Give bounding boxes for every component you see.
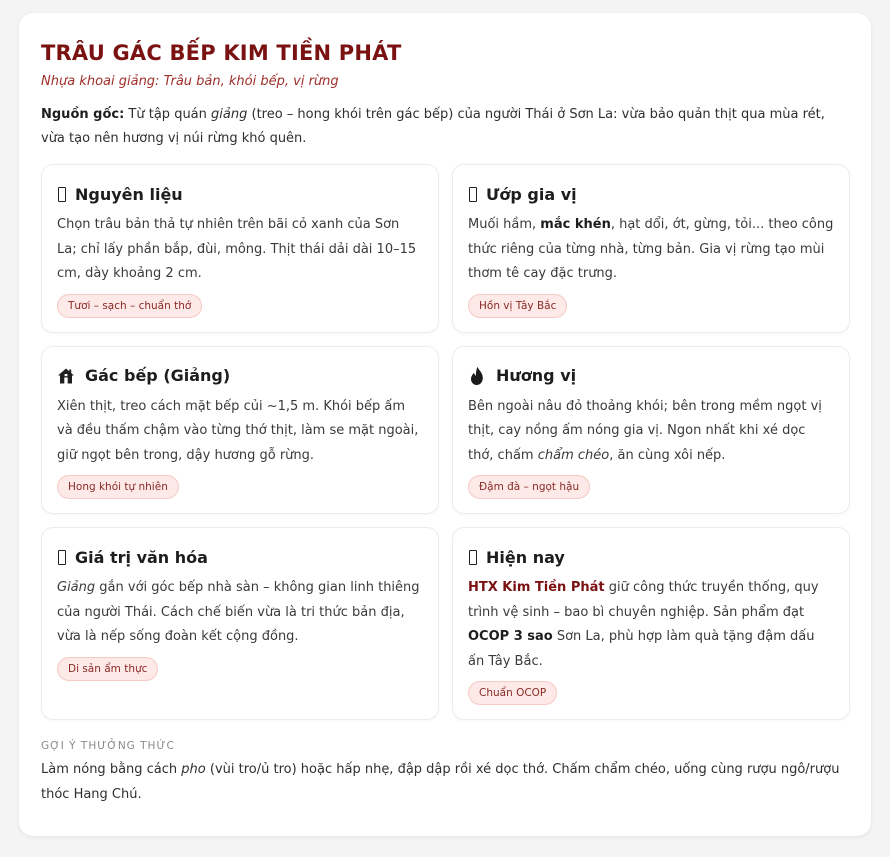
section-title: Nguyên liệu [75,184,183,204]
origin-label: Nguồn gốc: [41,107,125,122]
section-tag: Chuẩn OCOP [468,681,557,705]
text-part: Bên ngoài nâu đỏ thoảng khói; bên trong mềm ngọt vị thịt, cay nồng ấm nóng gia vị. Ngon nhất khi xé dọc thớ, chấm [468,398,822,463]
section-title: Gác bếp (Giảng) [85,366,231,385]
section-title: Hiện nay [486,547,565,567]
section-title: Giá trị văn hóa [75,547,208,567]
section-tag: Hong khói tự nhiên [57,475,179,499]
text-bold: OCOP 3 sao [468,629,553,644]
section-text [468,213,834,287]
section-text: Chọn trâu bản thả tự nhiên trên bãi cỏ xanh của Sơn La; chỉ lấy phần bắp, đùi, mông. Thịt thái dải dài 10–15 cm, dày khoảng 2 cm. [57,217,417,281]
missing-glyph-icon [58,550,66,565]
text-bold-brand: HTX Kim Tiền Phát [468,580,605,595]
text-emphasis: pho [181,762,206,777]
text-part: gắn với góc bếp nhà sàn – không gian linh thiêng của người Thái. Cách chế biến vừa là tri thức bản địa, vừa là nếp sống đoàn kết cộng đồng. [57,580,420,644]
text-part: Làm nóng bằng cách [41,762,182,777]
section-tag: Tươi – sạch – chuẩn thớ [57,294,202,318]
section-cultural-value [41,527,439,720]
section-tag: Đậm đà – ngọt hậu [468,475,590,499]
section-header [468,363,834,389]
text-part: Muối hầm, [468,217,541,232]
section-header [468,181,834,207]
text-part: , ăn cùng xôi nếp. [609,447,726,463]
origin-emphasis: giảng [211,107,248,122]
section-text [57,576,423,650]
missing-glyph-icon [469,550,477,565]
text-part: Sơn La, phù hợp làm quà tặng đậm dấu ấn Tây Bắc. [468,629,815,669]
section-text [468,576,834,674]
section-title: Ướp gia vị [486,184,577,204]
section-grid [41,164,849,720]
origin-text: Từ tập quán [124,107,212,122]
origin-paragraph [41,103,849,151]
house-icon [57,367,75,385]
section-ingredients [41,164,439,333]
section-header [57,181,423,207]
page-title: TRÂU GÁC BẾP KIM TIỀN PHÁT [41,41,402,65]
section-today [452,527,850,720]
text-emphasis: chẩm chéo [537,447,610,463]
section-flavor [452,346,850,515]
flame-icon [468,367,486,385]
text-part: giữ công thức truyền thống, quy trình vệ sinh – bao bì chuyên nghiệp. Sản phẩm đạt [468,580,819,620]
section-tag: Di sản ẩm thực [57,657,158,681]
section-header [468,544,834,570]
missing-glyph-icon [58,187,66,202]
text-emphasis: Giảng [57,580,96,595]
section-title: Hương vị [496,366,577,385]
missing-glyph-icon [469,187,477,202]
page-subtitle: Nhựa khoai giảng: Trâu bản, khói bếp, vị rừng [41,74,339,89]
section-text: Xiên thịt, treo cách mặt bếp củi ~1,5 m. Khói bếp ấm và đều thấm chậm vào từng thớ thịt, làm se mặt ngoài, giữ ngọt bên trong, dậy hương gỗ rừng. [57,398,419,463]
tip-text [41,758,849,807]
info-card [19,13,871,836]
section-header [57,544,423,570]
text-part: (vùi tro/ủ tro) hoặc hấp nhẹ, đập dập rồi xé dọc thớ. Chấm chẩm chéo, uống cùng rượu ngô/rượu thóc Hang Chú. [41,762,840,802]
section-marinade [452,164,850,333]
text-part: , hạt dổi, ớt, gừng, tỏi... theo công thức riêng của từng nhà, từng bản. Gia vị rừng tạo mùi thơm tê cay đặc trưng. [468,217,834,281]
section-tag: Hồn vị Tây Bắc [468,294,567,318]
section-text [468,395,834,469]
section-smoking-loft [41,346,439,515]
tip-label: GỢI Ý THƯỞNG THỨC [41,740,175,752]
origin-text-cont: (treo – hong khói trên gác bếp) của người Thái ở Sơn La: vừa bảo quản thịt qua mùa rét, vừa tạo nên hương vị núi rừng khó quên. [41,107,825,146]
text-bold: mắc khén [540,217,611,232]
section-header [57,363,423,389]
